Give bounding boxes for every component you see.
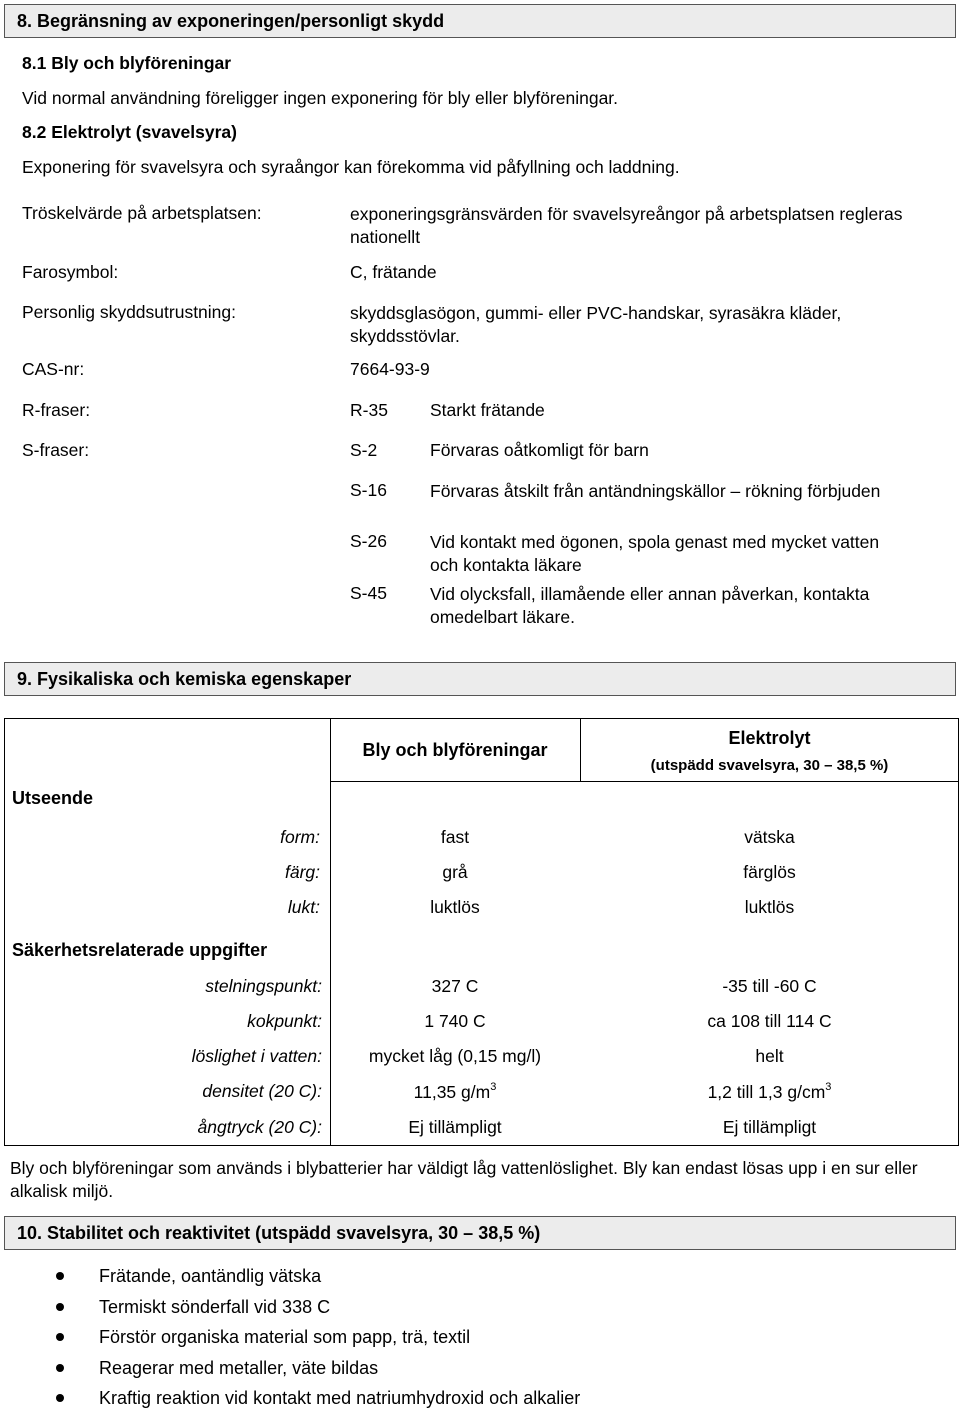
- value-electrolyte: helt: [755, 1046, 784, 1066]
- value-electrolyte: luktlös: [744, 897, 795, 917]
- value-electrolyte: vätska: [744, 827, 795, 847]
- s-phrase-code: S-16: [350, 480, 387, 500]
- section-9-heading: 9. Fysikaliska och kemiska egenskaper: [4, 662, 956, 696]
- group-safety-data: Säkerhetsrelaterade uppgifter: [12, 940, 268, 960]
- property-label: löslighet i vatten:: [191, 1046, 322, 1066]
- value-electrolyte: Ej tillämpligt: [722, 1117, 817, 1137]
- s-phrases-label: S-fraser:: [22, 440, 90, 460]
- s-phrase-text: Vid kontakt med ögonen, spola genast med mycket vatten och kontakta läkare: [430, 532, 880, 575]
- cas-label: CAS-nr:: [22, 359, 85, 379]
- value-electrolyte: -35 till -60 C: [722, 976, 817, 996]
- hazard-symbol-label: Farosymbol:: [22, 262, 119, 282]
- s-phrase-code: S-26: [350, 531, 387, 551]
- s-phrase-code: S-2: [350, 440, 378, 460]
- cas-value: 7664-93-9: [350, 359, 430, 379]
- column-header-lead: Bly och blyföreningar: [362, 740, 548, 760]
- value-electrolyte: ca 108 till 114 C: [707, 1011, 832, 1031]
- column-header-electrolyte: Elektrolyt: [728, 728, 811, 748]
- ppe-label: Personlig skyddsutrustning:: [22, 302, 236, 322]
- list-item: Reagerar med metaller, väte bildas: [50, 1354, 580, 1385]
- solubility-note: Bly och blyföreningar som används i blybatterier har väldigt låg vattenlöslighet. Bly kan endast lösas upp i en sur eller alkalisk miljö.: [10, 1158, 918, 1201]
- value-lead: fast: [440, 827, 470, 847]
- s-phrase-text: Förvaras oåtkomligt för barn: [430, 440, 649, 460]
- value-electrolyte: 1,2 till 1,3 $g/cm^3$: [707, 1081, 832, 1102]
- property-label: ångtryck (20 C):: [197, 1117, 322, 1137]
- hazard-symbol-value: C, frätande: [350, 262, 437, 282]
- list-item: Frätande, oantändlig vätska: [50, 1262, 580, 1293]
- property-label: stelningspunkt:: [205, 976, 322, 996]
- s-phrase-code: S-45: [350, 583, 387, 603]
- section-8-heading: 8. Begränsning av exponeringen/personligt skydd: [4, 4, 956, 38]
- r-phrase-code: R-35: [350, 400, 388, 420]
- subsection-8-1-title: 8.1 Bly och blyföreningar: [22, 53, 232, 73]
- threshold-label: Tröskelvärde på arbetsplatsen:: [22, 203, 262, 223]
- subsection-8-2-text: Exponering för svavelsyra och syraångor kan förekomma vid påfyllning och laddning.: [22, 157, 680, 177]
- property-label: kokpunkt:: [247, 1011, 322, 1031]
- column-header-electrolyte-sub: (utspädd svavelsyra, 30 – 38,5 %): [650, 757, 889, 774]
- value-lead: Ej tillämpligt: [408, 1117, 502, 1137]
- property-label: lukt:: [287, 897, 320, 917]
- subsection-8-2-title: 8.2 Elektrolyt (svavelsyra): [22, 122, 237, 142]
- value-lead: grå: [442, 862, 468, 882]
- value-lead: luktlös: [430, 897, 480, 917]
- section-10-heading: 10. Stabilitet och reaktivitet (utspädd svavelsyra, 30 – 38,5 %): [4, 1216, 956, 1250]
- subsection-8-1-text: Vid normal användning föreligger ingen exponering för bly eller blyföreningar.: [22, 88, 619, 108]
- value-lead: 1 740 C: [424, 1011, 486, 1031]
- threshold-value: exponeringsgränsvärden för svavelsyreångor på arbetsplatsen regleras nationellt: [350, 204, 903, 247]
- ppe-value: skyddsglasögon, gummi- eller PVC-handskar, syrasäkra kläder, skyddsstövlar.: [350, 303, 842, 346]
- value-lead: mycket låg (0,15 mg/l): [368, 1046, 542, 1066]
- value-electrolyte: färglös: [743, 862, 796, 882]
- r-phrases-label: R-fraser:: [22, 400, 91, 420]
- list-item: Kraftig reaktion vid kontakt med natriumhydroxid och alkalier: [50, 1384, 580, 1415]
- r-phrase-text: Starkt frätande: [430, 400, 545, 420]
- property-label: färg:: [284, 862, 320, 882]
- reactivity-list: [50, 1262, 580, 1415]
- value-lead: 11,35 $g/m^3$: [413, 1081, 497, 1102]
- property-label: densitet (20 C):: [202, 1081, 322, 1101]
- list-item: Förstör organiska material som papp, trä, textil: [50, 1323, 580, 1354]
- s-phrase-text: Vid olycksfall, illamående eller annan påverkan, kontakta omedelbart läkare.: [430, 584, 870, 627]
- value-lead: 327 C: [431, 976, 479, 996]
- group-appearance: Utseende: [12, 788, 94, 808]
- list-item: Termiskt sönderfall vid 338 C: [50, 1293, 580, 1324]
- s-phrase-text: Förvaras åtskilt från antändningskällor – rökning förbjuden: [430, 481, 881, 501]
- property-label: form:: [280, 827, 320, 847]
